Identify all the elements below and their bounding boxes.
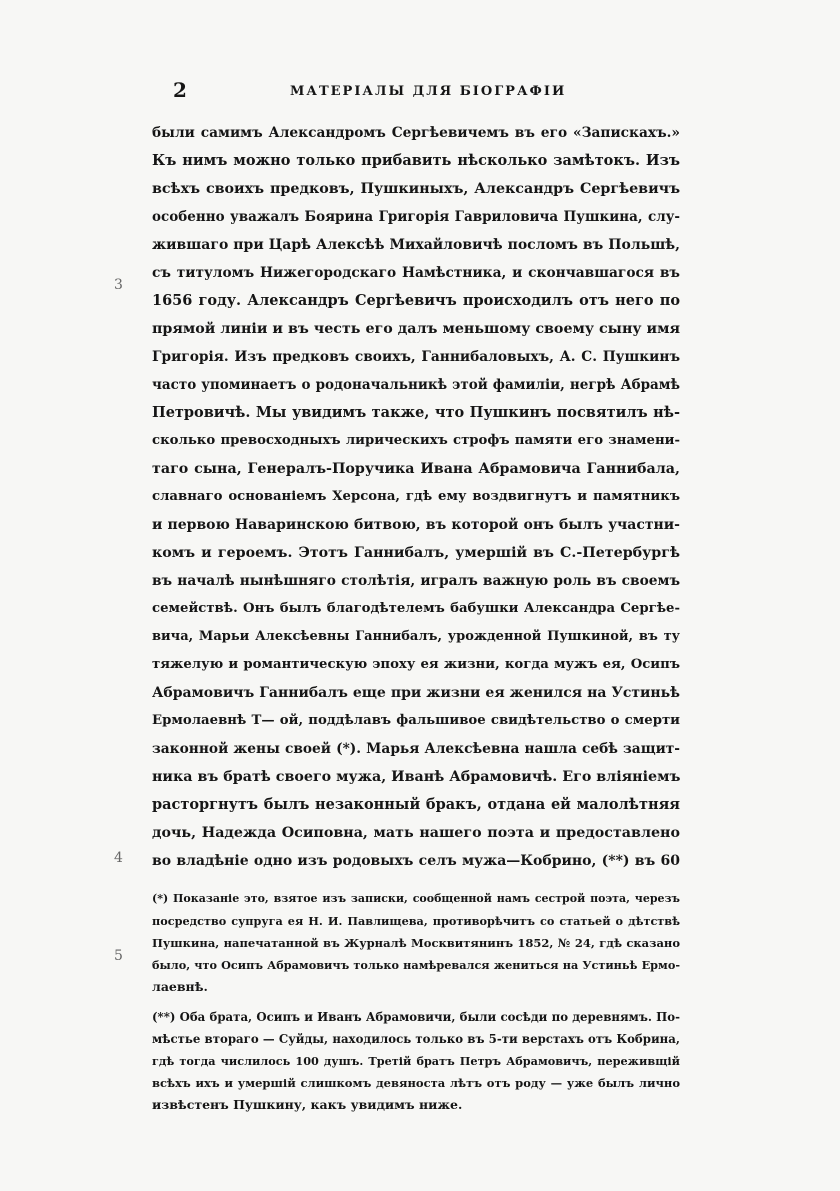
body-line: законной жены своей (*). Марья Алексѣевна нашла себѣ защит-: [152, 741, 680, 757]
body-line: Ермолаевнѣ Т— ой, поддѣлавъ фальшивое свидѣтельство о смерти: [152, 713, 680, 728]
footnote-line: Пушкина, напечатанной въ Журналѣ Москвитянинъ 1852, № 24, гдѣ сказано: [152, 936, 680, 950]
footnote-line: гдѣ тогда числилось 100 душъ. Третій братъ Петръ Абрамовичъ, переживщій: [152, 1054, 680, 1068]
body-line: Абрамовичъ Ганнибалъ еще при жизни ея женился на Устиньѣ: [152, 685, 680, 701]
body-line: расторгнутъ былъ незаконный бракъ, отдана ей малолѣтняя: [152, 796, 680, 813]
footnote-line: мѣстье втораго — Суйды, находилось только въ 5-ти верстахъ отъ Кобрина,: [152, 1032, 680, 1046]
body-line: ника въ братѣ своего мужа, Иванѣ Абрамовичѣ. Его вліяніемъ: [152, 769, 681, 785]
body-line: во владѣніе одно изъ родовыхъ селъ мужа—Кобрино, (**) въ 60: [152, 853, 680, 869]
body-line: дочь, Надежда Осиповна, мать нашего поэта и предоставлено: [152, 825, 680, 841]
body-line: часто упоминаетъ о родоначальникѣ этой фамиліи, негрѣ Абрамѣ: [152, 377, 680, 393]
body-line: особенно уважалъ Боярина Григорія Гавриловича Пушкина, слу-: [152, 209, 680, 225]
body-line: Петровичѣ. Мы увидимъ также, что Пушкинъ посвятилъ нѣ-: [152, 404, 680, 421]
footnote-line: лаевнѣ.: [152, 979, 208, 994]
body-line: жившаго при Царѣ Алексѣѣ Михайловичѣ посломъ въ Польшѣ,: [152, 237, 680, 253]
body-line: комъ и героемъ. Этотъ Ганнибалъ, умершій въ С.-Петербургѣ: [152, 545, 680, 561]
body-line: семействѣ. Онъ былъ благодѣтелемъ бабушки Александра Сергѣе-: [152, 601, 680, 616]
footnote-line: (**) Оба брата, Осипъ и Иванъ Абрамовичи, были сосѣди по деревнямъ. По-: [152, 1010, 680, 1024]
page-number: 2: [173, 78, 187, 102]
body-line: были самимъ Александромъ Сергѣевичемъ въ его «Запискахъ.»: [152, 125, 680, 141]
margin-number: 4: [114, 850, 123, 866]
footnote-line: посредство супруга ея Н. И. Павлищева, противорѣчитъ со статьей о дѣтствѣ: [152, 914, 680, 928]
running-head: МАТЕРІАЛЫ ДЛЯ БІОГРАФІИ: [290, 84, 567, 99]
footnote-line: было, что Осипъ Абрамовичъ только намѣревался жениться на Устиньѣ Ермо-: [152, 958, 680, 972]
body-line: всѣхъ своихъ предковъ, Пушкиныхъ, Александръ Сергѣевичъ: [152, 181, 680, 197]
body-line: въ началѣ нынѣшняго столѣтія, игралъ важную роль въ своемъ: [152, 573, 680, 589]
margin-number: 3: [114, 277, 123, 293]
body-line: сколько превосходныхъ лирическихъ строфъ памяти его знамени-: [152, 433, 680, 448]
body-line: таго сына, Генералъ-Поручика Ивана Абрамовича Ганнибала,: [152, 461, 680, 477]
body-line: съ титуломъ Нижегородскаго Намѣстника, и скончавшагося въ: [152, 265, 680, 281]
body-line: славнаго основаніемъ Херсона, гдѣ ему воздвигнутъ и памятникъ: [152, 489, 680, 504]
body-line: Григорія. Изъ предковъ своихъ, Ганнибаловыхъ, А. С. Пушкинъ: [152, 349, 680, 365]
footnote-line: всѣхъ ихъ и умершій слишкомъ девяноста лѣтъ отъ роду — уже былъ лично: [152, 1076, 680, 1090]
footnote-line: извѣстенъ Пушкину, какъ увидимъ ниже.: [152, 1097, 463, 1112]
body-line: вича, Марьи Алексѣевны Ганнибалъ, урожденной Пушкиной, въ ту: [152, 629, 680, 644]
body-line: и первою Наваринскою битвою, въ которой онъ былъ участни-: [152, 517, 680, 533]
body-line: прямой линіи и въ честь его далъ меньшому своему сыну имя: [152, 321, 680, 337]
margin-number: 5: [114, 948, 123, 964]
body-line: Къ нимъ можно только прибавить нѣсколько замѣтокъ. Изъ: [152, 152, 680, 169]
footnote-line: (*) Показаніе это, взятое изъ записки, сообщенной намъ сестрой поэта, черезъ: [152, 892, 680, 905]
body-line: тяжелую и романтическую эпоху ея жизни, когда мужъ ея, Осипъ: [152, 657, 680, 672]
body-line: 1656 году. Александръ Сергѣевичъ происходилъ отъ него по: [152, 292, 680, 309]
